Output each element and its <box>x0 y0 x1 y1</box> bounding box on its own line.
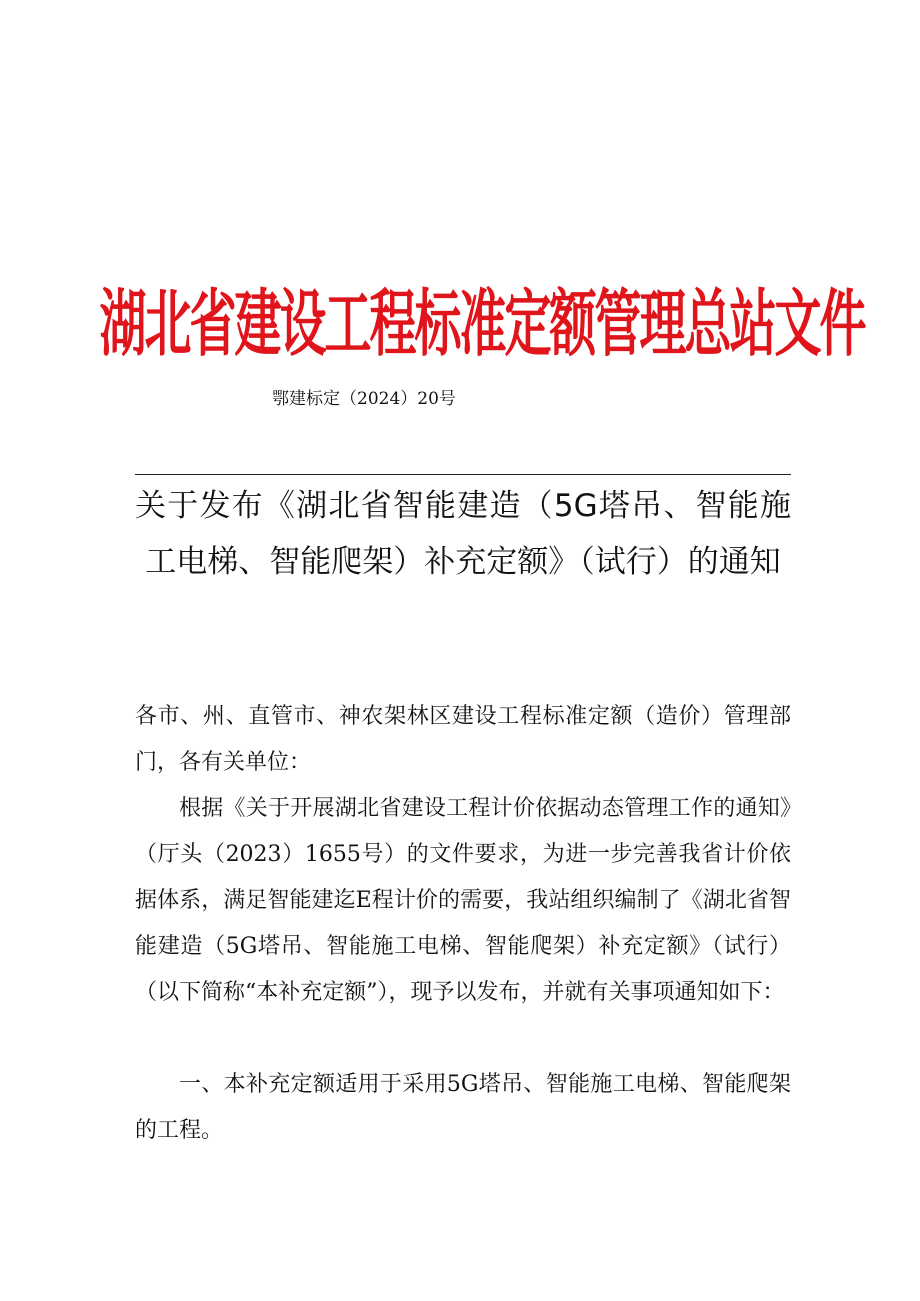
notice-title: 关于发布《湖北省智能建造（5G塔吊、智能施工电梯、智能爬架）补充定额》（试行）的通知 <box>135 488 791 580</box>
salutation: 各市、州、直管市、神农架林区建设工程标准定额（造价）管理部门，各有关单位： <box>135 704 791 775</box>
document-number: 鄂建标定（2024）20号 <box>272 389 456 409</box>
issuing-authority-header: 湖北省建设工程标准定额管理总站文件 <box>99 281 865 367</box>
main-paragraph: 根据《关于开展湖北省建设工程计价依据动态管理工作的通知》（厅头（2023）1655号）的文件要求，为进一步完善我省计价依据体系，满足智能建迄E程计价的需要，我站组织编制了《湖北省智能建造（5G塔吊、智能施工电梯、智能爬架）补充定额》（试行）（以下简称“本补充定额”），现予以发布，并就有关事项通知如下： <box>135 796 791 1005</box>
item-one-paragraph: 一、本补充定额适用于采用5G塔吊、智能施工电梯、智能爬架的工程。 <box>135 1072 791 1143</box>
header-divider <box>135 474 791 475</box>
